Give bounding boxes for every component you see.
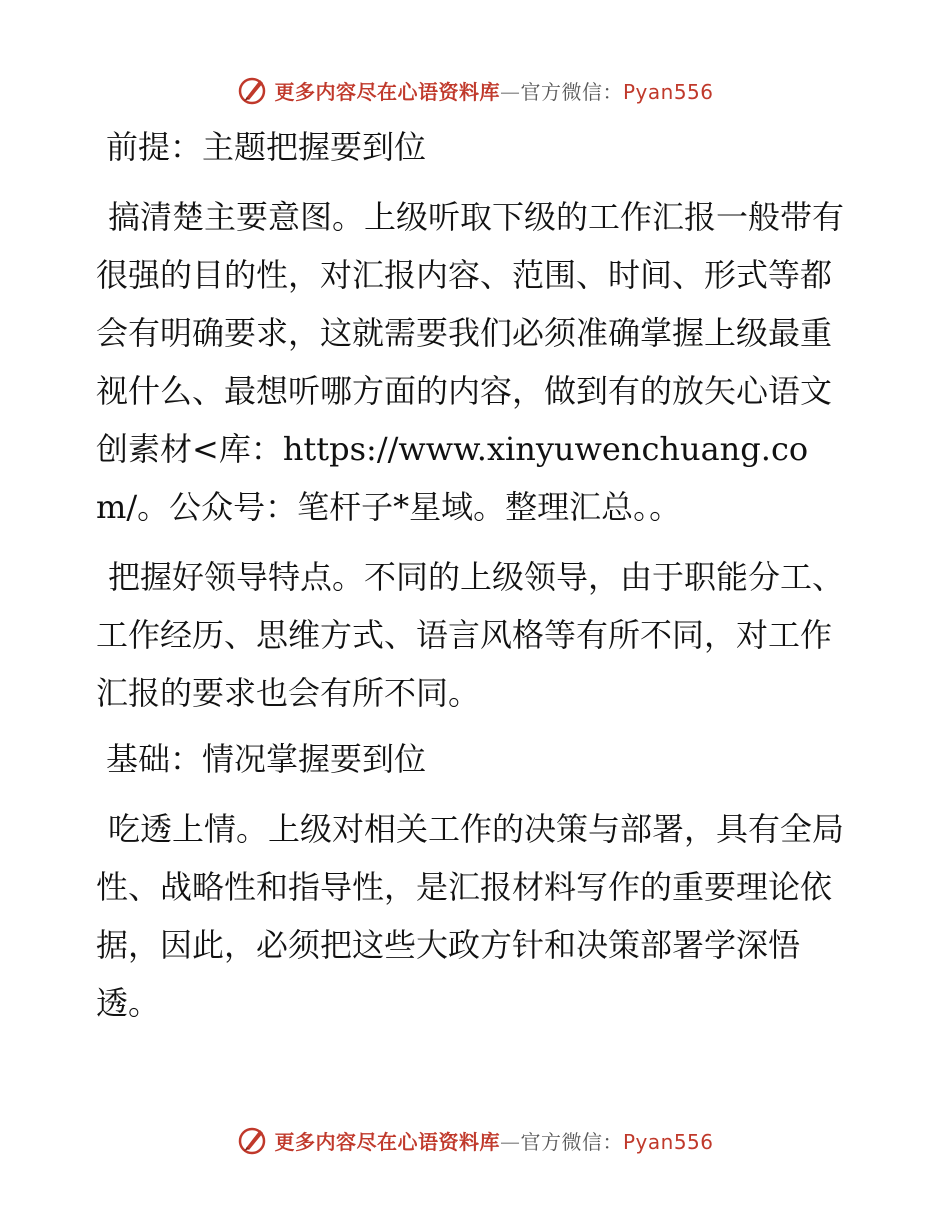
header-banner <box>0 70 950 110</box>
section-heading-premise: 前提：主题把握要到位 <box>106 128 427 166</box>
paragraph-leader-traits: 把握好领导特点。不同的上级领导，由于职能分工、工作经历、思维方式、语言风格等有所不同，对工作汇报的要求也会有所不同。 <box>96 558 845 712</box>
quill-pen-logo-icon <box>236 1124 268 1156</box>
footer-banner <box>0 1120 950 1160</box>
banner-dash: — <box>499 1129 521 1154</box>
banner-text <box>274 76 713 105</box>
banner-main-text: 更多内容尽在心语资料库 <box>274 1129 500 1154</box>
quill-pen-logo-icon <box>236 74 268 106</box>
paragraph-intent: 搞清楚主要意图。上级听取下级的工作汇报一般带有很强的目的性，对汇报内容、范围、时间、形式等都会有明确要求，这就需要我们必须准确掌握上级最重视什么、最想听哪方面的内容，做到有的放矢心语文创素材<库：https://www.xinyuwenchuang.com/。公众号：笔杆子*星域。整理汇总。。 <box>96 198 845 526</box>
banner-main-text: 更多内容尽在心语资料库 <box>274 79 500 104</box>
banner-sub-text: 官方微信： <box>520 79 623 104</box>
section-heading-foundation: 基础：情况掌握要到位 <box>106 740 427 778</box>
banner-sub-text: 官方微信： <box>520 1129 623 1154</box>
banner-text <box>274 1126 713 1155</box>
paragraph-understand-superiors: 吃透上情。上级对相关工作的决策与部署，具有全局性、战略性和指导性，是汇报材料写作的重要理论依据，因此，必须把这些大政方针和决策部署学深悟透。 <box>96 810 845 1022</box>
banner-dash: — <box>499 79 521 104</box>
banner-account: Pyan556 <box>622 79 714 104</box>
document-body <box>96 122 851 1044</box>
banner-account: Pyan556 <box>622 1129 714 1154</box>
